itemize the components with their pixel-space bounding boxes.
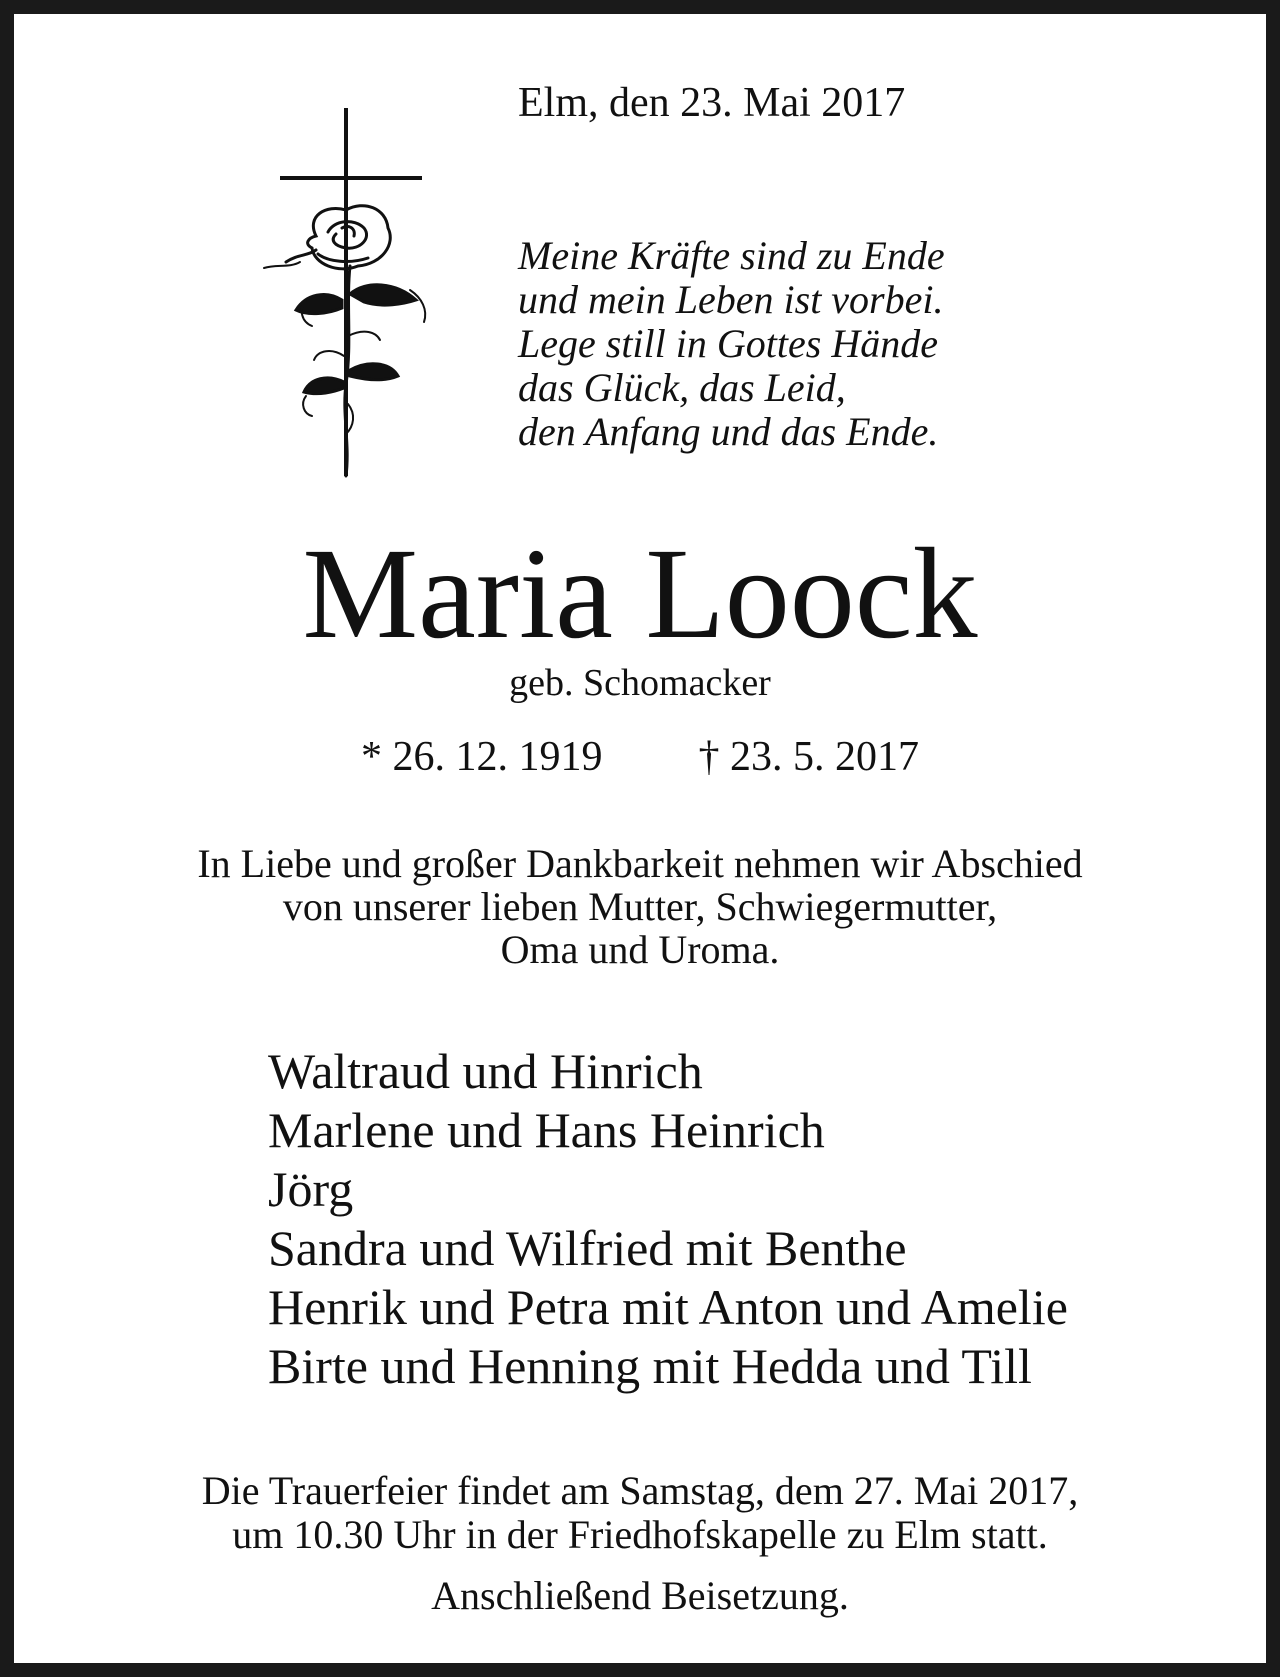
service-info bbox=[14, 1469, 1266, 1557]
death-date: † 23. 5. 2017 bbox=[698, 734, 919, 780]
service-line: Die Trauerfeier findet am Samstag, dem 27. Mai 2017, bbox=[201, 1468, 1079, 1513]
place-date: Elm, den 23. Mai 2017 bbox=[518, 80, 906, 126]
farewell-text bbox=[14, 842, 1266, 971]
birth-date: * 26. 12. 1919 bbox=[361, 734, 603, 780]
mourner-entry: Henrik und Petra mit Anton und Amelie bbox=[268, 1279, 1068, 1335]
poem-line: Meine Kräfte sind zu Ende bbox=[518, 233, 945, 278]
mourner-entry: Jörg bbox=[268, 1161, 354, 1217]
farewell-line: In Liebe und großer Dankbarkeit nehmen wir Abschied bbox=[197, 841, 1083, 886]
poem-line: Lege still in Gottes Hände bbox=[518, 321, 938, 366]
mourner-entry: Sandra und Wilfried mit Benthe bbox=[268, 1220, 907, 1276]
mourner-entry: Waltraud und Hinrich bbox=[268, 1043, 703, 1099]
maiden-name: geb. Schomacker bbox=[509, 662, 771, 704]
service-line: um 10.30 Uhr in der Friedhofskapelle zu Elm statt. bbox=[232, 1512, 1048, 1557]
burial-note: Anschließend Beisetzung. bbox=[431, 1573, 849, 1618]
mourners-list bbox=[268, 1042, 1068, 1396]
memorial-poem bbox=[518, 234, 945, 454]
life-dates bbox=[14, 736, 1266, 778]
farewell-line: von unserer lieben Mutter, Schwiegermutter, bbox=[282, 884, 998, 929]
poem-line: den Anfang und das Ende. bbox=[518, 409, 939, 454]
mourner-entry: Marlene und Hans Heinrich bbox=[268, 1102, 825, 1158]
poem-line: und mein Leben ist vorbei. bbox=[518, 277, 944, 322]
deceased-name: Maria Loock bbox=[302, 522, 978, 666]
cross-rose-icon bbox=[246, 104, 436, 484]
poem-line: das Glück, das Leid, bbox=[518, 365, 846, 410]
farewell-line: Oma und Uroma. bbox=[500, 927, 780, 972]
mourner-entry: Birte und Henning mit Hedda und Till bbox=[268, 1338, 1032, 1394]
